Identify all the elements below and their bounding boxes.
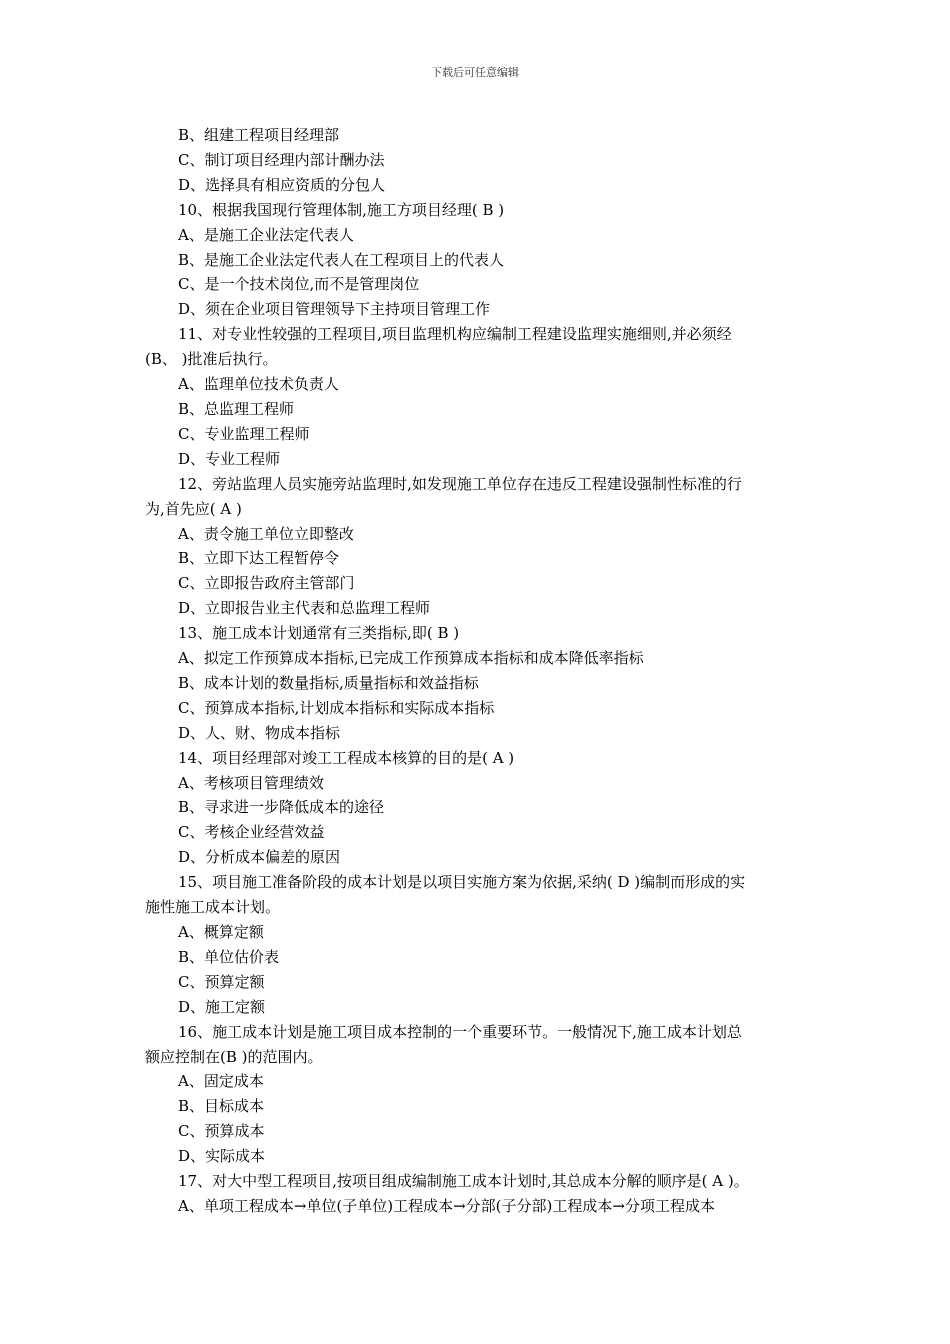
answer-option: D、人、财、物成本指标 bbox=[178, 723, 341, 742]
answer-option: A、监理单位技术负责人 bbox=[178, 375, 339, 394]
question-line-continuation: 额应控制在(B )的范围内。 bbox=[145, 1047, 323, 1066]
question-line: 15、项目施工准备阶段的成本计划是以项目实施方案为依据,采纳( D )编制而形成的实 bbox=[178, 873, 746, 892]
answer-option: C、制订项目经理内部计酬办法 bbox=[178, 150, 385, 169]
question-line: 17、对大中型工程项目,按项目组成编制施工成本计划时,其总成本分解的顺序是( A )。 bbox=[178, 1172, 749, 1191]
answer-option: B、立即下达工程暂停令 bbox=[178, 549, 340, 568]
answer-option: C、立即报告政府主管部门 bbox=[178, 574, 355, 593]
answer-option: A、拟定工作预算成本指标,已完成工作预算成本指标和成本降低率指标 bbox=[178, 649, 644, 668]
answer-option: D、须在企业项目管理领导下主持项目管理工作 bbox=[178, 300, 491, 319]
answer-option: D、施工定额 bbox=[178, 997, 266, 1016]
question-line: 12、旁站监理人员实施旁站监理时,如发现施工单位存在违反工程建设强制性标准的行 bbox=[178, 474, 742, 493]
answer-option: A、责令施工单位立即整改 bbox=[178, 524, 354, 543]
answer-option: D、专业工程师 bbox=[178, 449, 281, 468]
question-line: 13、施工成本计划通常有三类指标,即( B ) bbox=[178, 624, 460, 643]
question-line: 16、施工成本计划是施工项目成本控制的一个重要环节。一般情况下,施工成本计划总 bbox=[178, 1022, 742, 1041]
answer-option: C、专业监理工程师 bbox=[178, 424, 310, 443]
question-line-continuation: 为,首先应( A ) bbox=[145, 499, 242, 518]
question-line-continuation: (B、 )批准后执行。 bbox=[145, 350, 278, 369]
answer-option: B、是施工企业法定代表人在工程项目上的代表人 bbox=[178, 250, 505, 269]
answer-option: A、单项工程成本→单位(子单位)工程成本→分部(子分部)工程成本→分项工程成本 bbox=[178, 1196, 715, 1215]
question-line: 14、项目经理部对竣工工程成本核算的目的是( A ) bbox=[178, 748, 515, 767]
answer-option: A、考核项目管理绩效 bbox=[178, 773, 324, 792]
answer-option: A、概算定额 bbox=[178, 923, 264, 941]
question-line: 10、根据我国现行管理体制,施工方项目经理( B ) bbox=[178, 200, 505, 219]
answer-option: C、是一个技术岗位,而不是管理岗位 bbox=[178, 275, 420, 294]
document-body bbox=[145, 123, 810, 1219]
answer-option: C、考核企业经营效益 bbox=[178, 823, 325, 842]
answer-option: B、总监理工程师 bbox=[178, 399, 295, 418]
answer-option: D、选择具有相应资质的分包人 bbox=[178, 175, 386, 194]
answer-option: C、预算定额 bbox=[178, 972, 265, 991]
answer-option: A、固定成本 bbox=[178, 1072, 264, 1091]
answer-option: B、单位估价表 bbox=[178, 947, 280, 966]
question-line-continuation: 施性施工成本计划。 bbox=[145, 898, 281, 917]
question-line: 11、对专业性较强的工程项目,项目监理机构应编制工程建设监理实施细则,并必须经 bbox=[178, 325, 732, 344]
answer-option: B、寻求进一步降低成本的途径 bbox=[178, 798, 385, 817]
answer-option: B、组建工程项目经理部 bbox=[178, 126, 340, 144]
answer-option: D、分析成本偏差的原因 bbox=[178, 848, 341, 867]
answer-option: C、预算成本指标,计划成本指标和实际成本指标 bbox=[178, 698, 495, 717]
answer-option: B、目标成本 bbox=[178, 1097, 265, 1116]
answer-option: C、预算成本 bbox=[178, 1122, 265, 1141]
answer-option: B、成本计划的数量指标,质量指标和效益指标 bbox=[178, 673, 479, 692]
page-header: 下载后可任意编辑 bbox=[431, 66, 519, 79]
answer-option: D、立即报告业主代表和总监理工程师 bbox=[178, 599, 431, 618]
answer-option: D、实际成本 bbox=[178, 1147, 266, 1166]
answer-option: A、是施工企业法定代表人 bbox=[178, 225, 354, 244]
